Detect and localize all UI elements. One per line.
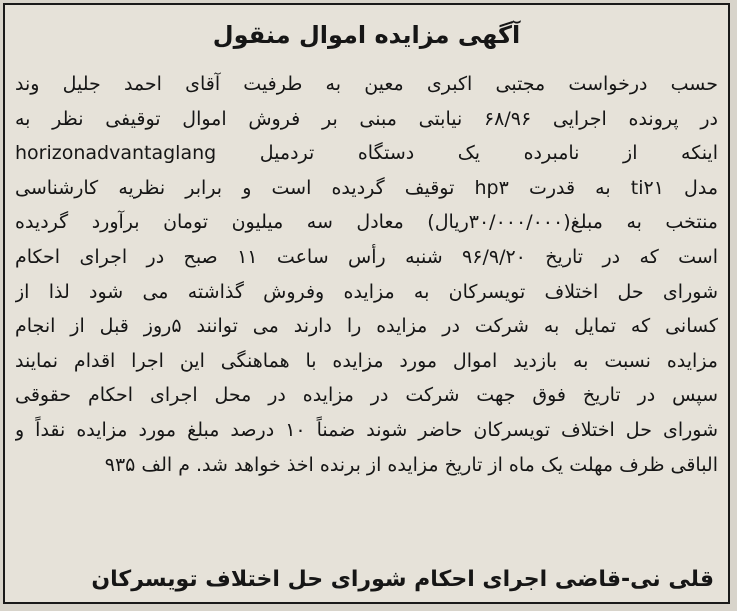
notice-line: سپس در تاریخ فوق جهت شرکت در مزایده در محل اجرای احکام حقوقی xyxy=(15,384,718,407)
notice-line: شورای حل اختلاف تویسرکان به مزایده وفروش گذاشته می شود لذا از xyxy=(15,280,718,303)
notice-line: در پرونده اجرایی ۶۸/۹۶ نیابتی مبنی بر فروش اموال توقیفی نظر به xyxy=(15,107,718,130)
notice-line: منتخب به مبلغ(۳۰/۰۰۰/۰۰۰ریال) معادل سه میلیون تومان برآورد گردیده xyxy=(15,211,718,234)
auction-notice xyxy=(3,3,730,604)
notice-line: است که در تاریخ ۹۶/۹/۲۰ شنبه رأس ساعت ۱۱ صبح در اجرای احکام xyxy=(15,245,718,268)
notice-line: الباقی ظرف مهلت یک ماه از تاریخ مزایده از برنده اخذ خواهد شد. م الف ۹۳۵ xyxy=(104,453,718,476)
notice-line: مدل ti۲۱ به قدرت hp۳ توقیف گردیده است و برابر نظریه کارشناسی xyxy=(15,176,718,199)
notice-line: شورای حل اختلاف تویسرکان حاضر شوند ضمناً ۱۰ درصد مبلغ مورد مزایده نقداً و xyxy=(15,418,718,441)
notice-line: مزایده نسبت به بازدید اموال مورد مزایده با هماهنگی این اجرا اقدام نمایند xyxy=(15,349,718,372)
notice-line: اینکه از نامبرده یک دستگاه تردمیل horizonadvantaglang xyxy=(15,142,718,165)
notice-title: آگهی مزایده اموال منقول xyxy=(212,21,521,49)
notice-signature: قلی نی-قاضی اجرای احکام شورای حل اختلاف تویسرکان xyxy=(91,567,714,592)
notice-line: کسانی که تمایل به شرکت در مزایده را دارند می توانند ۵روز قبل از انجام xyxy=(15,315,718,338)
notice-body xyxy=(15,67,718,482)
notice-line: حسب درخواست مجتبی اکبری معین به طرفیت آقای احمد جلیل وند xyxy=(15,73,718,95)
